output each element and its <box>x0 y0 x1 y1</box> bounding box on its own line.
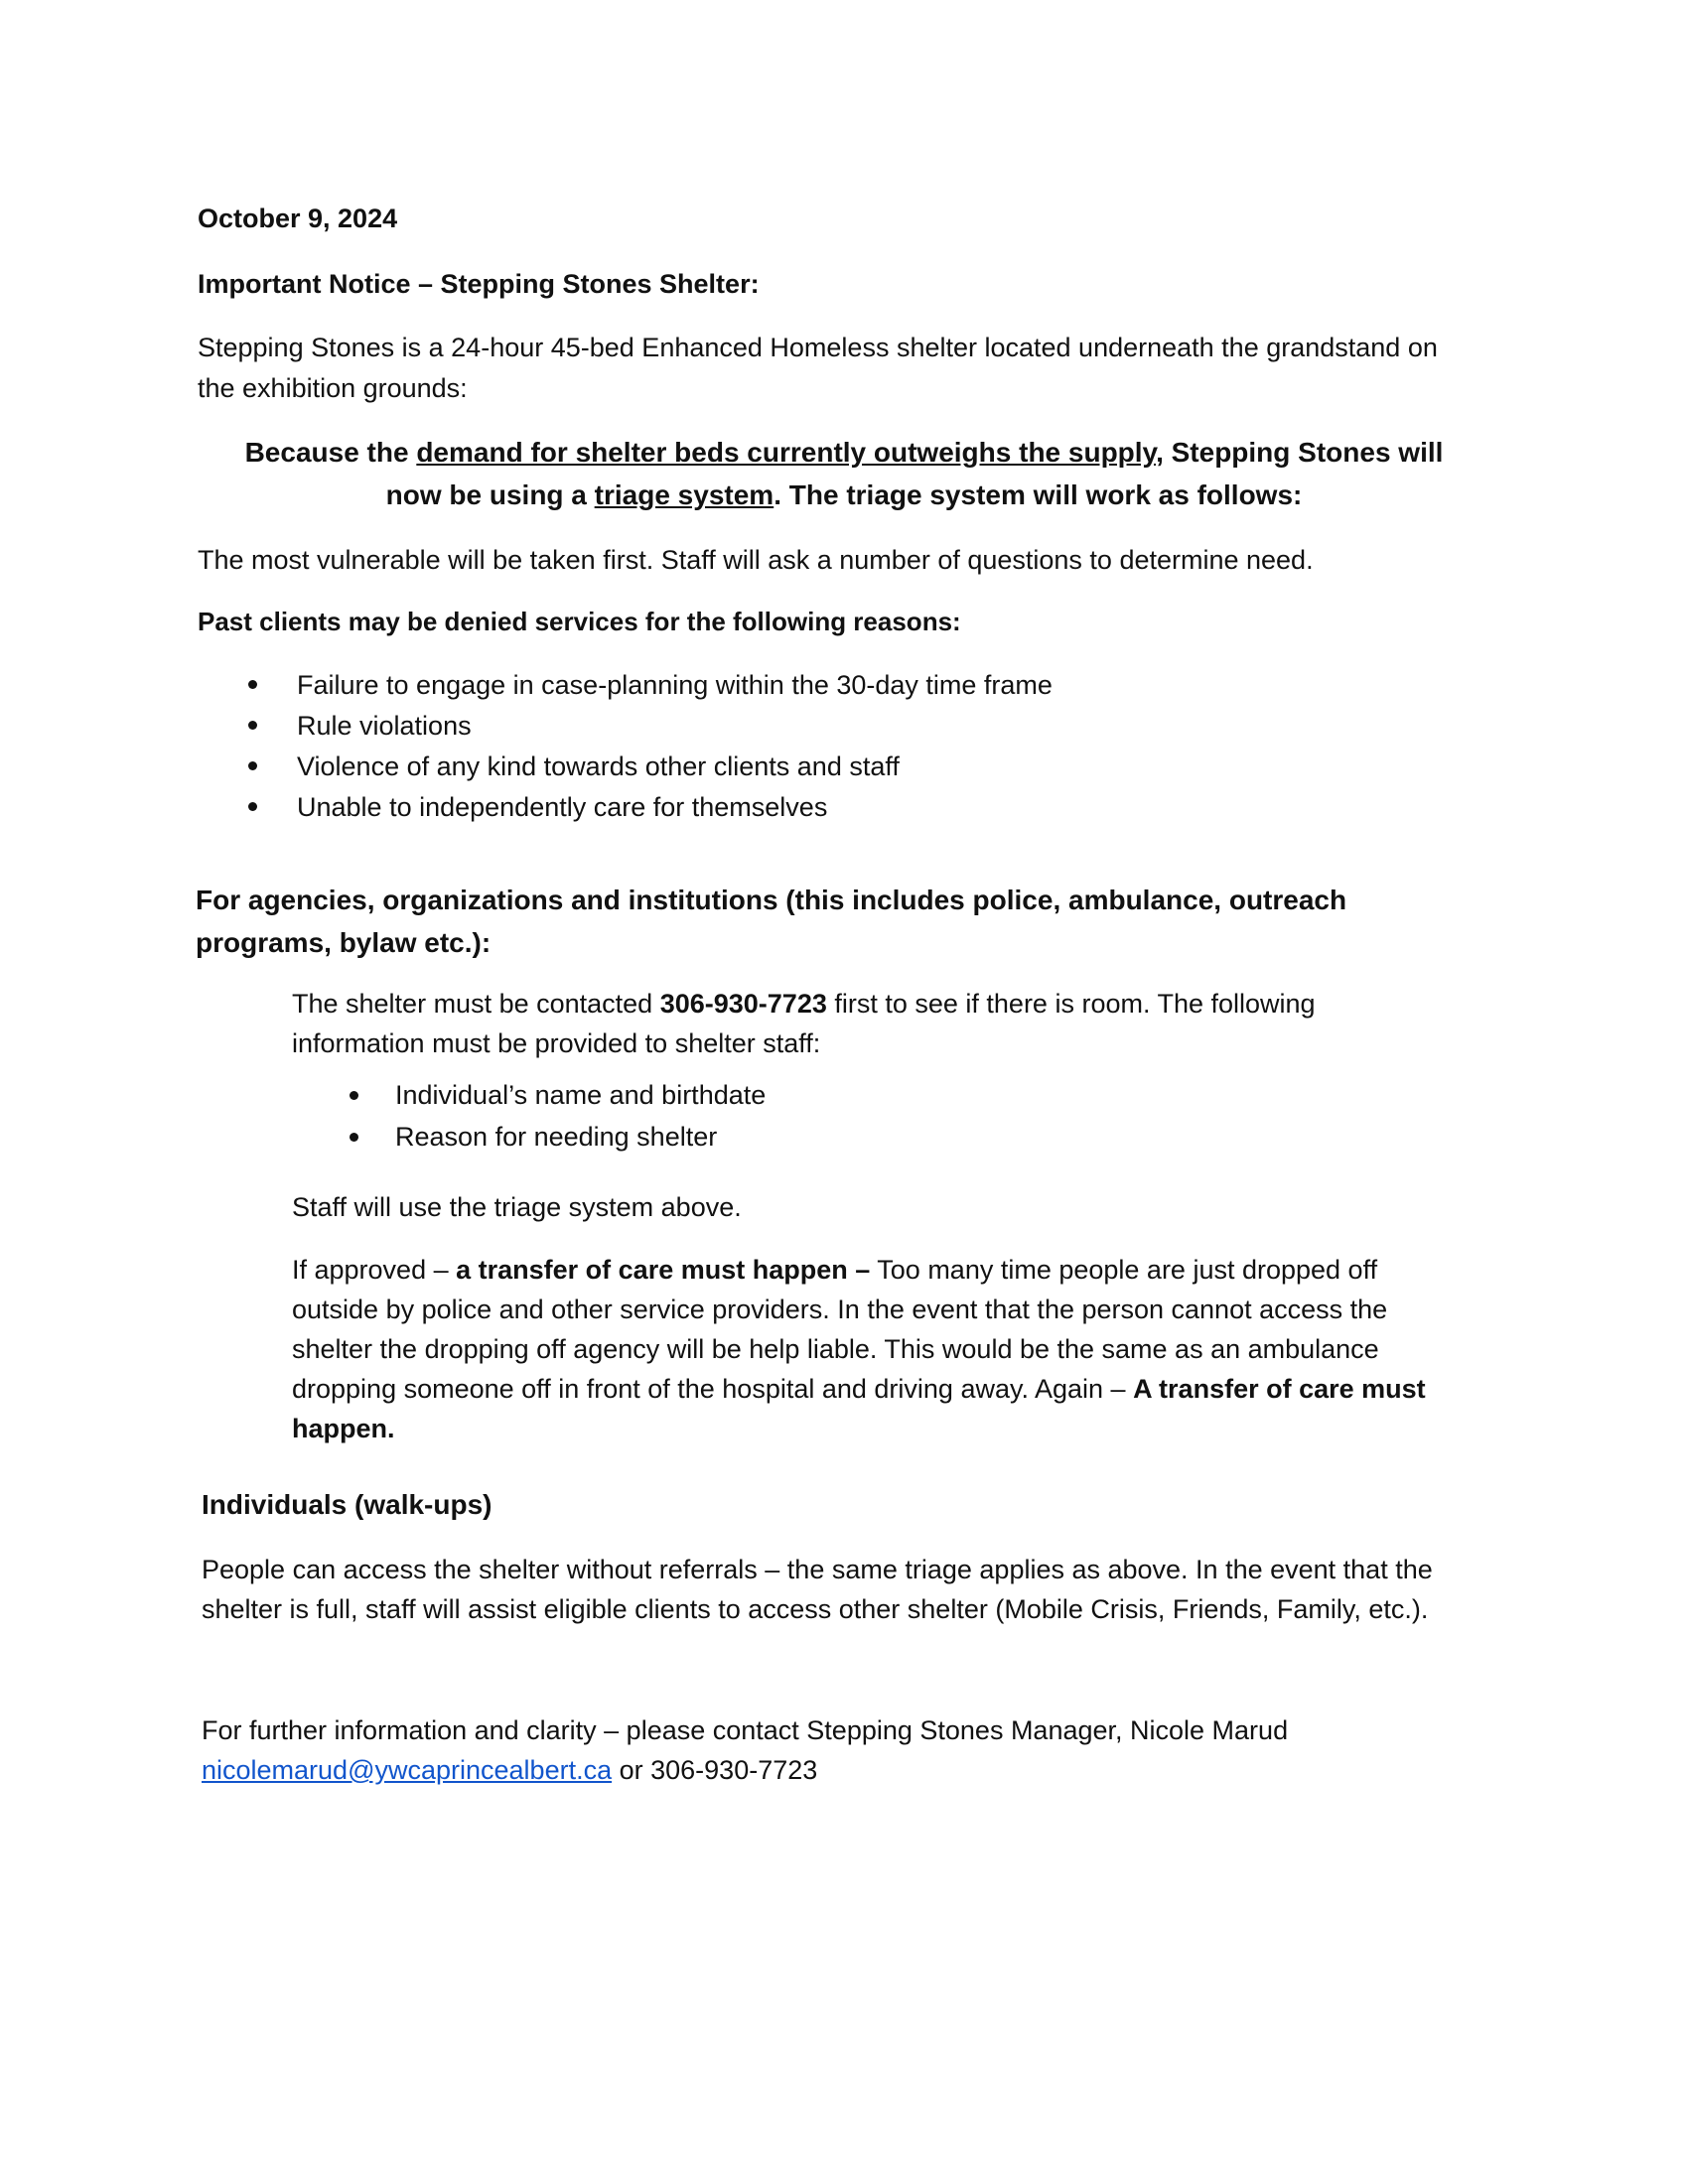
contact-line-1: For further information and clarity – please contact Stepping Stones Manager, Nicole Marud <box>202 1715 1289 1745</box>
bullet-icon <box>350 1091 358 1100</box>
highlight-line-2 <box>0 475 1688 516</box>
manager-phone: or 306-930-7723 <box>612 1755 818 1785</box>
highlight-underline-1: demand for shelter beds currently outweighs the supply <box>416 437 1157 468</box>
list-item: Reason for needing shelter <box>395 1122 718 1152</box>
bullet-icon <box>248 761 257 770</box>
contact-pre: The shelter must be contacted <box>292 989 660 1019</box>
list-item: Failure to engage in case-planning within the 30-day time frame <box>297 670 1053 700</box>
highlight-underline-2: triage system <box>594 479 774 510</box>
contact-line-2 <box>202 1749 817 1791</box>
approved-pre: If approved – <box>292 1255 457 1285</box>
highlight-post-2: . The triage system will work as follows: <box>774 479 1303 510</box>
bullet-icon <box>350 1133 358 1142</box>
bullet-icon <box>248 721 257 730</box>
notice-date: October 9, 2024 <box>198 204 398 233</box>
approved-pre-4: dropping someone off in front of the hospital and driving away. Again – <box>292 1374 1134 1404</box>
manager-email-link[interactable]: nicolemarud@ywcaprincealbert.ca <box>202 1755 613 1785</box>
individuals-heading: Individuals (walk-ups) <box>202 1489 492 1520</box>
approved-bold: a transfer of care must happen – <box>456 1255 871 1285</box>
approved-line-3: shelter the dropping off agency will be help liable. This would be the same as an ambulance <box>292 1334 1379 1364</box>
highlight-line-1 <box>0 432 1688 474</box>
notice-title: Important Notice – Stepping Stones Shelter: <box>198 269 760 299</box>
agencies-contact-line-1 <box>292 983 1316 1024</box>
approved-line-1 <box>292 1249 1377 1291</box>
intro-line-2: the exhibition grounds: <box>198 373 468 403</box>
vulnerable-note: The most vulnerable will be taken first. Staff will ask a number of questions to determine need. <box>198 545 1314 575</box>
list-item: Unable to independently care for themselves <box>297 792 828 822</box>
triage-note: Staff will use the triage system above. <box>292 1192 742 1222</box>
highlight-pre-2: now be using a <box>385 479 595 510</box>
approved-line-5: happen. <box>292 1414 395 1443</box>
individuals-line-1: People can access the shelter without referrals – the same triage applies as above. In the event that the <box>202 1555 1433 1584</box>
list-item: Violence of any kind towards other clients and staff <box>297 751 900 781</box>
denied-heading: Past clients may be denied services for the following reasons: <box>198 607 961 636</box>
highlight-post-1: , Stepping Stones will <box>1156 437 1444 468</box>
individuals-line-2: shelter is full, staff will assist eligible clients to access other shelter (Mobile Crisis, Friends, Family, etc.). <box>202 1594 1429 1624</box>
agencies-heading-line-2: programs, bylaw etc.): <box>196 927 492 958</box>
approved-bold-4: A transfer of care must <box>1133 1374 1426 1404</box>
approved-post: Too many time people are just dropped off <box>870 1255 1378 1285</box>
intro-line-1: Stepping Stones is a 24-hour 45-bed Enhanced Homeless shelter located underneath the grandstand on <box>198 333 1438 362</box>
bullet-icon <box>248 802 257 811</box>
agencies-contact-line-2: information must be provided to shelter staff: <box>292 1028 821 1058</box>
contact-post: first to see if there is room. The following <box>826 989 1316 1019</box>
approved-line-2: outside by police and other service providers. In the event that the person cannot access the <box>292 1295 1388 1324</box>
list-item: Individual’s name and birthdate <box>395 1080 767 1110</box>
agencies-heading-line-1: For agencies, organizations and institutions (this includes police, ambulance, outreach <box>196 885 1347 915</box>
shelter-phone: 306-930-7723 <box>659 989 827 1019</box>
list-item: Rule violations <box>297 711 472 741</box>
highlight-pre-1: Because the <box>244 437 417 468</box>
bullet-icon <box>248 680 257 689</box>
approved-line-4 <box>292 1368 1426 1410</box>
